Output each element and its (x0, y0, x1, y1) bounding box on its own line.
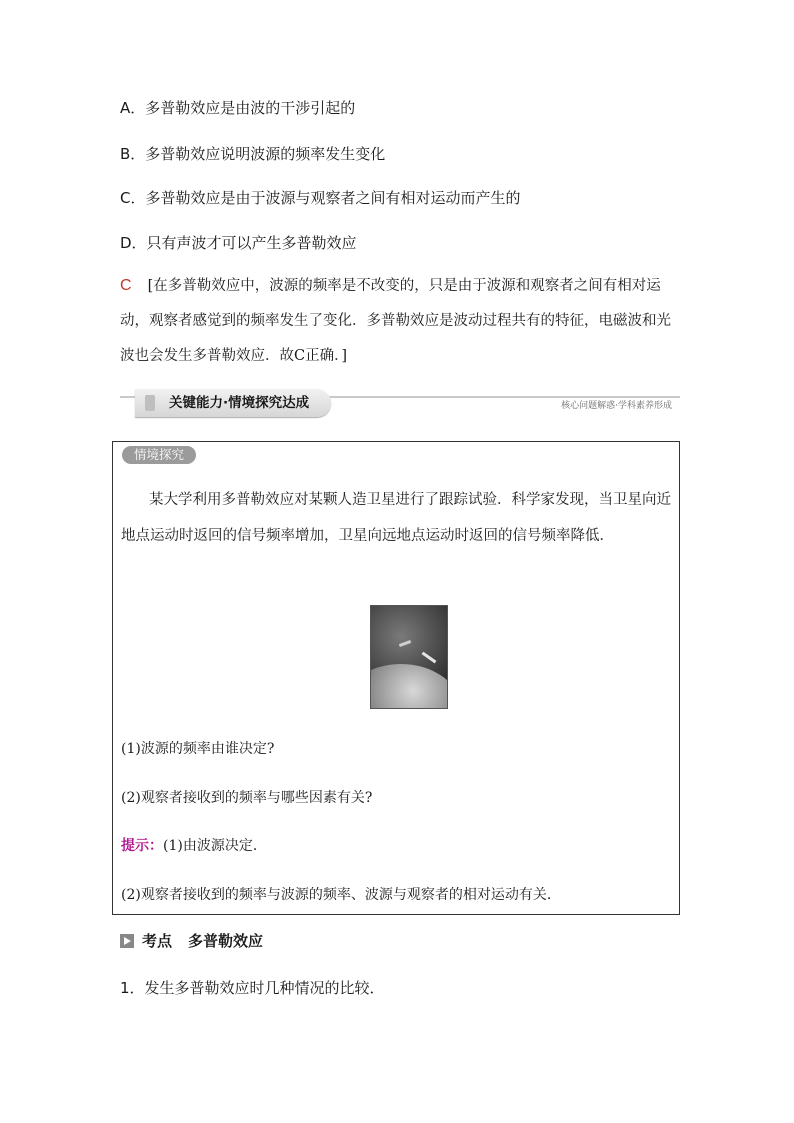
answer-block (120, 268, 680, 374)
answer-letter: C (120, 277, 132, 294)
scenario-paragraph: 某大学利用多普勒效应对某颗人造卫星进行了跟踪试验．科学家发现，当卫星向近地点运动时返回的信号频率增加，卫星向远地点运动时返回的信号频率降低． (121, 492, 671, 544)
satellite-icon (399, 640, 411, 647)
question-1: (1)波源的频率由谁决定? (121, 741, 275, 757)
scenario-box (112, 441, 680, 915)
hint-2: (2)观察者接收到的频率与波源的频率、波源与观察者的相对运动有关． (121, 887, 561, 903)
option-a: A．多普勒效应是由波的干涉引起的 (120, 99, 356, 117)
hint-label: 提示： (121, 838, 163, 854)
banner-title: 关键能力·情境探究达成 (135, 389, 331, 417)
option-c: C．多普勒效应是由于波源与观察者之间有相对运动而产生的 (120, 189, 521, 207)
question-2: (2)观察者接收到的频率与哪些因素有关? (121, 790, 373, 806)
satellite-icon (422, 652, 437, 664)
section-heading (120, 930, 263, 951)
section-banner (120, 389, 680, 419)
play-triangle-icon (120, 934, 134, 948)
earth-shape (370, 664, 448, 709)
answer-explanation: [在多普勒效应中，波源的频率是不改变的，只是由于波源和观察者之间有相对运动，观察者感觉到的频率发生了变化．多普勒效应是波动过程共有的特征，电磁波和光波也会发生多普勒效应．故C正确．] (120, 278, 671, 364)
hint-1: (1)由波源决定． (163, 838, 267, 854)
scenario-tag: 情境探究 (122, 446, 196, 464)
banner-subtitle: 核心问题解惑·学科素养形成 (561, 401, 672, 411)
section-title: 多普勒效应 (188, 932, 264, 950)
satellite-earth-image (370, 605, 448, 709)
option-b: B．多普勒效应说明波源的频率发生变化 (120, 145, 386, 163)
section-label: 考点 (142, 932, 173, 950)
hint-1-line (121, 835, 267, 855)
option-d: D．只有声波才可以产生多普勒效应 (120, 234, 357, 252)
item-1: 1．发生多普勒效应时几种情况的比较． (120, 979, 385, 997)
